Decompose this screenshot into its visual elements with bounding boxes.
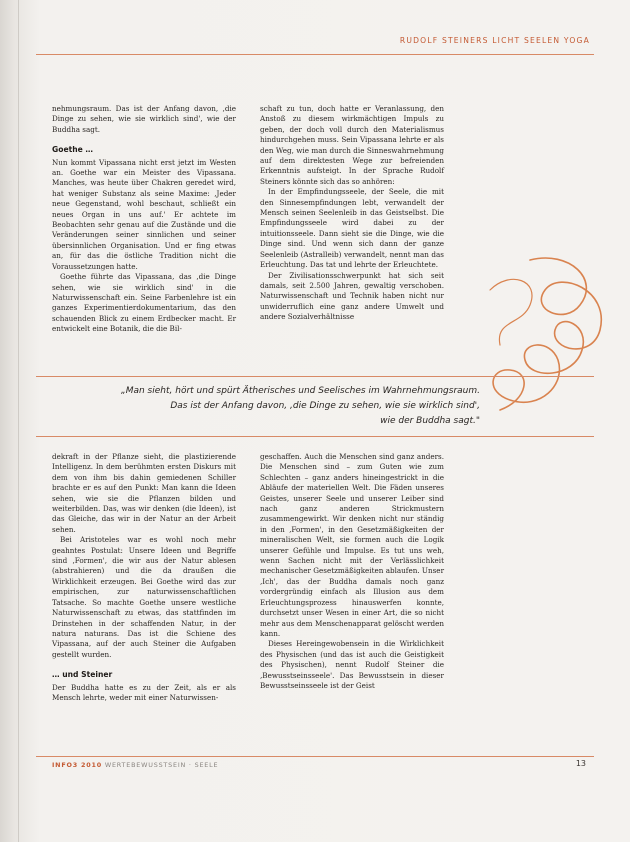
footer-label	[52, 761, 218, 769]
pull-quote-line: Das ist der Anfang davon, ‚die Dinge zu sehen, wie sie wirklich sind',	[170, 401, 480, 411]
column-top-left	[52, 104, 236, 335]
footer-label-rest: WERTEBEWUSSTSEIN · SEELE	[104, 761, 219, 769]
footer-label-bold: INFO3 2010	[52, 761, 102, 769]
binding-gutter	[18, 0, 19, 842]
pull-quote-rule-bottom	[36, 436, 594, 437]
pull-quote-line: wie der Buddha sagt."	[380, 416, 480, 426]
paragraph: Der Buddha hatte es zu der Zeit, als er als Mensch lehrte, weder mit einer Naturwissen-	[52, 682, 236, 702]
pull-quote-rule-top	[36, 376, 594, 377]
paragraph: Dieses Hereingewobensein in die Wirklichkeit des Physischen (und das ist auch die Geistigkeit des Physischen), nennt Rudolf Steiner die ‚Bewusstseinsseele'. Das Bewusstsein in dieser Bewusstseinsseele ist der Geist	[260, 639, 444, 690]
paragraph: Goethe führte das Vipassana, das ‚die Dinge sehen, wie sie wirklich sind' in die Naturwissenschaft ein. Seine Farbenlehre ist ein ganzes Experimentierdokumentarium, das den schauenden Blick zu einem Erdbecker macht. Er entwickelt eine Botanik, die die Bil-	[52, 272, 236, 334]
column-bottom-right	[260, 452, 444, 691]
page-number: 13	[575, 759, 586, 768]
column-bottom-left	[52, 452, 236, 703]
header-rule	[36, 54, 594, 55]
paragraph: Bei Aristoteles war es wohl noch mehr geahntes Postulat: Unsere Ideen und Begriffe sind ‚Formen', die wir aus der Natur ablesen (abstrahieren) und die da draußen die Wirklichkeit erzeugen. Bei Goethe wird das zur empirischen, zur naturwissenschaftlichen Tatsache. So machte Goethe unsere westliche Naturwissenschaft zu etwas, das stattfinden im Drinstehen in der schaffenden Natur, in der natura naturans. Das ist die Schiene des Vipassana, auf der auch Steiner die Aufgaben gestellt wurden.	[52, 535, 236, 659]
decorative-spiral-ornament	[470, 250, 620, 420]
paragraph: In der Empfindungsseele, der Seele, die mit den Sinnesempfindungen lebt, verwandelt der Mensch seinen Seelenleib in das Geistselbst. Die Empfindungsseele wird dabei zu der intuitionsseele. Dann sieht sie die Dinge, wie die Dinge sind. Und wenn sich dann der ganze Seelenleib (Astralleib) verwandelt, nennt man das Erleuchtung. Das tat und lehrte der Erleuchtete.	[260, 187, 444, 270]
paragraph: schaft zu tun, doch hatte er Veranlassung, den Anstoß zu diesem wirkmächtigen Impuls zu geben, der doch voll durch den Materialismus hindurchgehen muss. Sein Vipassana lehrte er als den Weg, wie man durch die Sinneswahrnehmung auf dem direktesten Wege zur befreienden Erkenntnis aufsteigt. In der Sprache Rudolf Steiners könnte sich das so anhören:	[260, 104, 444, 186]
running-head: RUDOLF STEINERS LICHT SEELEN YOGA	[399, 36, 590, 45]
paragraph: Nun kommt Vipassana nicht erst jetzt im Westen an. Goethe war ein Meister des Vipassana. Manches, was heute über Chakren geredet wird, hat weniger Substanz als seine Maxime: ‚Jeder neue Gegenstand, wohl beschaut, schließt ein neues Organ in uns auf.' Er achtete im Beobachten sehr genau auf die Zustände und die Veränderungen seiner sinnlichen und seiner übersinnlichen Organisation. Und er fing etwas an, für das die östliche Tradition nicht die Voraussetzungen hatte.	[52, 157, 236, 271]
paragraph: dekraft in der Pflanze sieht, die plastizierende Intelligenz. In dem berühmten ersten Diskurs mit dem von ihm bis dahin gemiedenen Schiller brachte er es auf den Punkt: Man kann die Ideen sehen, wie sie die Pflanzen bilden und weiterbilden. Das, was wir denken (die Ideen), ist das Gleiche, das wir in der Natur an der Arbeit sehen.	[52, 452, 236, 534]
pull-quote-line: „Man sieht, hört und spürt Ätherisches und Seelisches im Wahrnehmungsraum.	[121, 386, 480, 396]
paragraph: Der Zivilisationsschwerpunkt hat sich seit damals, seit 2.500 Jahren, gewaltig verschoben. Naturwissenschaft und Technik haben nicht nur unwiderruflich eine ganz andere Umwelt und andere Sozialverhältnisse	[260, 270, 444, 322]
column-top-right	[260, 104, 444, 323]
subheading-goethe: Goethe …	[52, 145, 94, 155]
pull-quote	[60, 384, 480, 429]
footer-rule	[36, 756, 594, 757]
paragraph: nehmungsraum. Das ist der Anfang davon, ‚die Dinge zu sehen, wie sie wirklich sind', wie der Buddha sagt.	[52, 104, 236, 134]
paragraph: geschaffen. Auch die Menschen sind ganz anders. Die Menschen sind – zum Guten wie zum Schlechten – ganz anders hineingestrickt in die Abläufe der materiellen Welt. Die Fäden unseres Geistes, unserer Seele und unserer Leiber sind nach ganz anderen Strickmustern zusammengewirkt. Wir denken nicht nur ständig in den ‚Formen', in den Gesetzmäßigkeiten der mineralischen Welt, sie formen auch die Logik unserer Gefühle und Impulse. Es tut uns weh, wenn Sachen nicht mit der Verlässlichkeit mechanischer Gesetzmäßigkeiten ablaufen. Unser ‚Ich', das der Buddha damals noch ganz vordergründig einfach als Illusion aus dem Erleuchtungsprozess hinauswerfen konnte, durchsetzt unser Wesen in einer Art, die so nicht mehr aus dem Menschenapparat gelöscht werden kann.	[260, 452, 444, 638]
subheading-steiner: … und Steiner	[52, 670, 113, 680]
